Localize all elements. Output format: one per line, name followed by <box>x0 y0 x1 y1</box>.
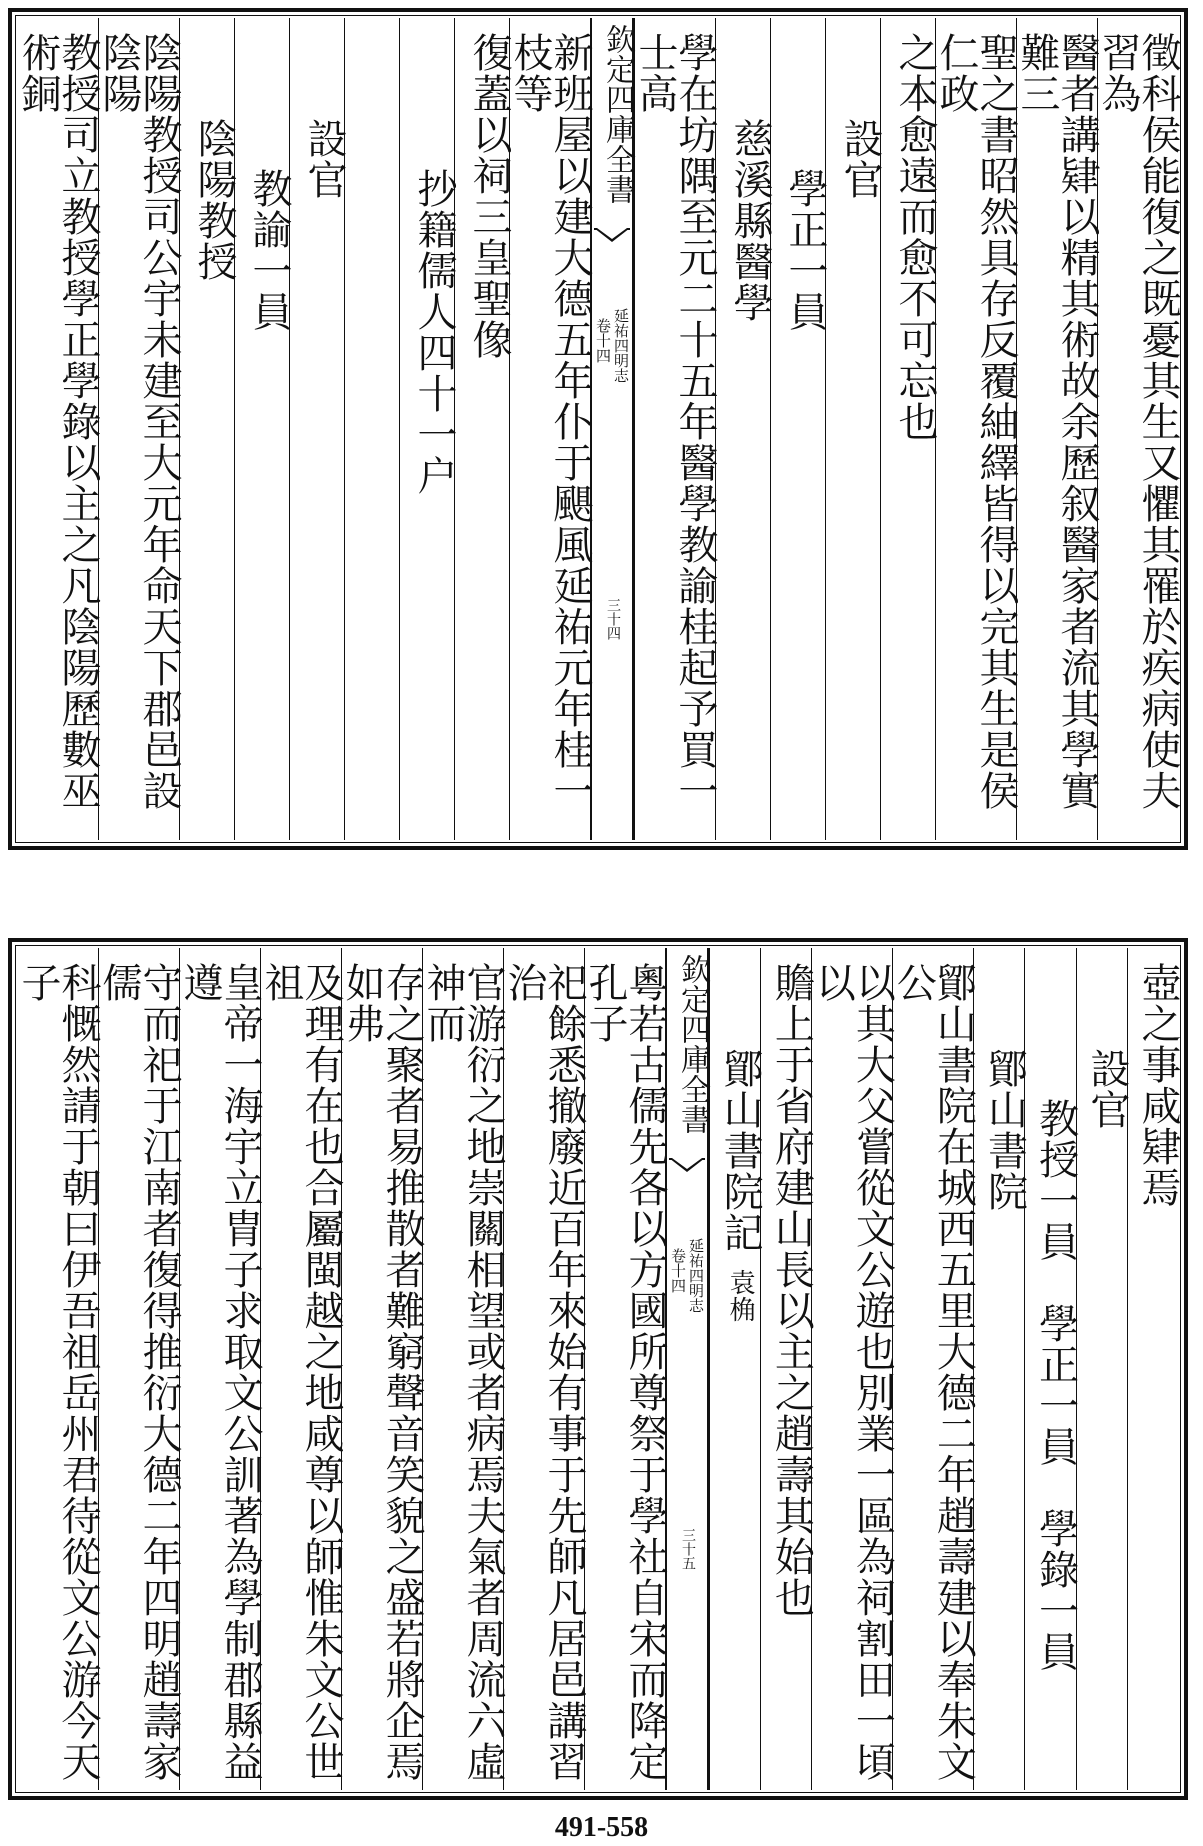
book-title: 延祐四明志 <box>686 1238 705 1313</box>
text-column: 存之聚者易推散者難窮聲音笑貌之盛若將企焉如弗 <box>341 948 422 1790</box>
text-column: 壺之事咸肄焉 <box>1127 948 1178 1790</box>
text-column: 皇帝一海宇立胄子求取文公訓著為學制郡縣益遵 <box>179 948 260 1790</box>
text-column: 贍上于省府建山長以主之趙壽其始也 <box>760 948 811 1790</box>
book-title: 延祐四明志 <box>612 308 630 383</box>
text-column: 教授司立教授學正學錄以主之凡陰陽歷數巫術銅 <box>15 32 101 811</box>
top-page-columns <box>15 18 1181 840</box>
essay-title: 鄮山書院記 <box>717 1048 764 1253</box>
text-column: 粵若古儒先各以方國所尊祭于學社自宋而降定孔子 <box>584 948 665 1790</box>
text-column: 之本愈遠而愈不可忘也 <box>880 18 935 840</box>
essay-author: 袁桷 <box>725 1269 756 1323</box>
text-column: 復蓋以祠三皇聖像 <box>454 18 509 840</box>
section-heading: 設官 <box>825 18 880 840</box>
collection-title: 欽定四庫全書 <box>600 24 635 204</box>
text-column: 徵科侯能復之既憂其生又懼其罹於疾病使夫習為 <box>1097 18 1178 840</box>
text-column: 醫者講肄以精其術故余歷叙醫家者流其學實難三 <box>1016 18 1097 840</box>
text-column: 陰陽教授司公宇未建至大元年命天下郡邑設陰陽 <box>98 18 179 840</box>
section-heading: 鄮山書院 <box>973 948 1024 1790</box>
fishtail-mark <box>594 228 630 264</box>
text-column: 及理有在也合屬閩越之地咸尊以師惟朱文公世祖 <box>260 948 341 1790</box>
text-column: 新班屋以建大德五年仆于颶風延祐元年桂一枝等 <box>509 18 590 840</box>
folio-number: 三十四 <box>605 598 621 640</box>
folio-number: 三十五 <box>679 1528 696 1570</box>
office-entry: 教授一員 學正一員 學錄一員 <box>1024 948 1075 1790</box>
text-column: 學在坊隅至元二十五年醫學教諭桂起予買一士高 <box>634 18 715 840</box>
office-entry: 學正一員 <box>770 18 825 840</box>
text-column: 聖之書昭然具存反覆紬繹皆得以完其生是侯仁政 <box>935 18 1016 840</box>
juan-number: 卷十四 <box>668 1248 687 1293</box>
blank-column <box>344 18 399 840</box>
section-heading: 陰陽教授 <box>179 18 234 840</box>
text-column: 科慨然請于朝曰伊吾祖岳州君待從文公游今天子 <box>14 962 101 1782</box>
essay-title-column <box>709 948 764 1790</box>
office-entry: 教諭一員 <box>234 18 289 840</box>
bottom-page <box>8 938 1188 1800</box>
section-heading: 慈溪縣醫學 <box>715 18 770 840</box>
center-fold <box>665 948 709 1790</box>
section-heading: 設官 <box>1076 948 1127 1790</box>
collection-title: 欽定四庫全書 <box>674 954 710 1134</box>
section-heading: 設官 <box>289 18 344 840</box>
bottom-page-columns <box>14 948 1181 1790</box>
text-column: 以其大父嘗從文公遊也別業一區為祠割田一頃以 <box>811 948 892 1790</box>
fishtail-mark <box>669 1158 705 1194</box>
text-column: 鄮山書院在城西五里大德二年趙壽建以奉朱文公 <box>892 948 973 1790</box>
center-fold <box>590 18 634 840</box>
text-column: 抄籍儒人四十一户 <box>399 18 454 840</box>
page-number: 491-558 <box>554 1812 649 1843</box>
text-column: 官游衍之地崇關相望或者病焉夫氣者周流六虛神而 <box>422 948 503 1790</box>
text-column: 守而祀于江南者復得推衍大德二年四明趙壽家儒 <box>98 948 179 1790</box>
text-column: 祀餘悉撤廢近百年來始有事于先師凡居邑講習治 <box>503 948 584 1790</box>
top-page <box>8 8 1188 850</box>
juan-number: 卷十四 <box>594 318 612 363</box>
